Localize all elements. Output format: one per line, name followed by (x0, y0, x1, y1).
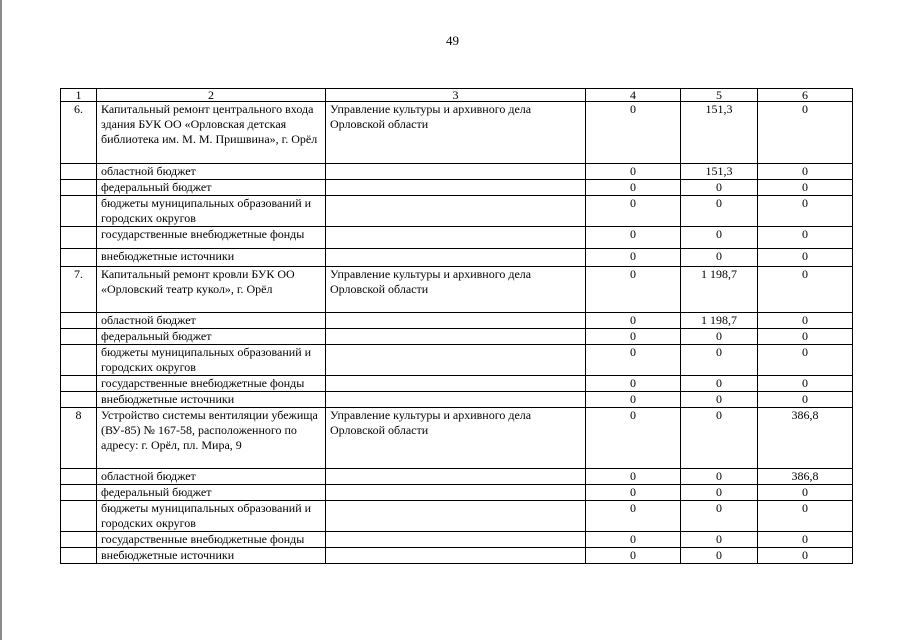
page-number: 49 (446, 33, 459, 48)
value-col-6: 0 (758, 485, 853, 501)
item-name: бюджеты муниципальных образований и городских округов (97, 501, 326, 532)
organization (326, 548, 586, 564)
header-cell: 4 (586, 89, 681, 102)
table-row (61, 345, 853, 376)
table-row (61, 329, 853, 345)
value-col-6: 0 (758, 164, 853, 180)
organization (326, 485, 586, 501)
organization: Управление культуры и архивного дела Орловской области (326, 102, 586, 164)
value-col-4: 0 (586, 180, 681, 196)
value-col-4: 0 (586, 376, 681, 392)
item-name: государственные внебюджетные фонды (97, 227, 326, 249)
value-col-5: 0 (681, 392, 758, 408)
value-col-6: 0 (758, 249, 853, 267)
item-name: областной бюджет (97, 469, 326, 485)
table-row (61, 408, 853, 469)
item-name: Устройство системы вентиляции убежища (ВУ-85) № 167-58, расположенного по адресу: г. Орёл, пл. Мира, 9 (97, 408, 326, 469)
value-col-4: 0 (586, 345, 681, 376)
value-col-4: 0 (586, 548, 681, 564)
value-col-5: 0 (681, 180, 758, 196)
table-row (61, 249, 853, 267)
value-col-4: 0 (586, 501, 681, 532)
value-col-6: 0 (758, 345, 853, 376)
item-index (61, 196, 97, 227)
value-col-4: 0 (586, 196, 681, 227)
item-index (61, 249, 97, 267)
value-col-6: 0 (758, 329, 853, 345)
table-row (61, 164, 853, 180)
value-col-5: 0 (681, 408, 758, 469)
organization (326, 196, 586, 227)
value-col-4: 0 (586, 408, 681, 469)
value-col-6: 0 (758, 392, 853, 408)
value-col-6: 0 (758, 196, 853, 227)
item-index (61, 501, 97, 532)
organization (326, 313, 586, 329)
value-col-6: 386,8 (758, 469, 853, 485)
table-row (61, 548, 853, 564)
value-col-4: 0 (586, 164, 681, 180)
header-cell: 1 (61, 89, 97, 102)
value-col-4: 0 (586, 313, 681, 329)
value-col-6: 0 (758, 180, 853, 196)
item-name: федеральный бюджет (97, 329, 326, 345)
item-name: внебюджетные источники (97, 392, 326, 408)
item-index (61, 329, 97, 345)
organization (326, 329, 586, 345)
organization (326, 501, 586, 532)
item-index: 6. (61, 102, 97, 164)
item-name: внебюджетные источники (97, 249, 326, 267)
organization (326, 376, 586, 392)
value-col-5: 1 198,7 (681, 267, 758, 313)
header-cell: 5 (681, 89, 758, 102)
item-index (61, 227, 97, 249)
table-row (61, 376, 853, 392)
organization (326, 392, 586, 408)
item-index (61, 532, 97, 548)
table-row (61, 313, 853, 329)
item-index: 7. (61, 267, 97, 313)
item-index (61, 548, 97, 564)
item-index (61, 180, 97, 196)
item-index (61, 392, 97, 408)
value-col-6: 0 (758, 501, 853, 532)
item-name: областной бюджет (97, 164, 326, 180)
value-col-5: 151,3 (681, 164, 758, 180)
organization (326, 249, 586, 267)
value-col-6: 0 (758, 313, 853, 329)
table-row (61, 469, 853, 485)
value-col-6: 386,8 (758, 408, 853, 469)
header-cell: 2 (97, 89, 326, 102)
item-name: бюджеты муниципальных образований и городских округов (97, 345, 326, 376)
table-row (61, 102, 853, 164)
value-col-4: 0 (586, 102, 681, 164)
value-col-4: 0 (586, 392, 681, 408)
item-index (61, 485, 97, 501)
organization: Управление культуры и архивного дела Орловской области (326, 267, 586, 313)
header-row (61, 89, 853, 102)
organization: Управление культуры и архивного дела Орловской области (326, 408, 586, 469)
page-left-edge (0, 0, 2, 640)
value-col-5: 0 (681, 345, 758, 376)
header-cell: 3 (326, 89, 586, 102)
item-name: бюджеты муниципальных образований и городских округов (97, 196, 326, 227)
value-col-6: 0 (758, 376, 853, 392)
value-col-4: 0 (586, 227, 681, 249)
organization (326, 180, 586, 196)
item-index: 8 (61, 408, 97, 469)
value-col-4: 0 (586, 485, 681, 501)
item-index (61, 313, 97, 329)
organization (326, 469, 586, 485)
item-index (61, 345, 97, 376)
value-col-4: 0 (586, 249, 681, 267)
table-row (61, 180, 853, 196)
organization (326, 345, 586, 376)
organization (326, 227, 586, 249)
value-col-5: 0 (681, 501, 758, 532)
value-col-5: 0 (681, 196, 758, 227)
item-name: внебюджетные источники (97, 548, 326, 564)
value-col-5: 0 (681, 249, 758, 267)
table-row (61, 392, 853, 408)
table-row (61, 267, 853, 313)
table-row (61, 485, 853, 501)
budget-table (60, 88, 853, 564)
value-col-5: 0 (681, 485, 758, 501)
header-cell: 6 (758, 89, 853, 102)
value-col-5: 0 (681, 532, 758, 548)
table-row (61, 501, 853, 532)
item-index (61, 164, 97, 180)
value-col-6: 0 (758, 532, 853, 548)
value-col-5: 0 (681, 469, 758, 485)
value-col-6: 0 (758, 267, 853, 313)
value-col-4: 0 (586, 267, 681, 313)
table-row (61, 196, 853, 227)
item-name: Капитальный ремонт центрального входа здания БУК ОО «Орловская детская библиотека им. М. М. Пришвина», г. Орёл (97, 102, 326, 164)
value-col-5: 0 (681, 329, 758, 345)
item-index (61, 469, 97, 485)
value-col-5: 0 (681, 227, 758, 249)
organization (326, 164, 586, 180)
value-col-6: 0 (758, 227, 853, 249)
value-col-4: 0 (586, 532, 681, 548)
item-name: областной бюджет (97, 313, 326, 329)
item-index (61, 376, 97, 392)
table-row (61, 532, 853, 548)
value-col-4: 0 (586, 469, 681, 485)
value-col-5: 151,3 (681, 102, 758, 164)
value-col-5: 1 198,7 (681, 313, 758, 329)
item-name: Капитальный ремонт кровли БУК ОО «Орловский театр кукол», г. Орёл (97, 267, 326, 313)
item-name: государственные внебюджетные фонды (97, 532, 326, 548)
table-row (61, 227, 853, 249)
value-col-4: 0 (586, 329, 681, 345)
value-col-5: 0 (681, 548, 758, 564)
value-col-5: 0 (681, 376, 758, 392)
value-col-6: 0 (758, 548, 853, 564)
item-name: федеральный бюджет (97, 485, 326, 501)
value-col-6: 0 (758, 102, 853, 164)
item-name: государственные внебюджетные фонды (97, 376, 326, 392)
organization (326, 532, 586, 548)
item-name: федеральный бюджет (97, 180, 326, 196)
